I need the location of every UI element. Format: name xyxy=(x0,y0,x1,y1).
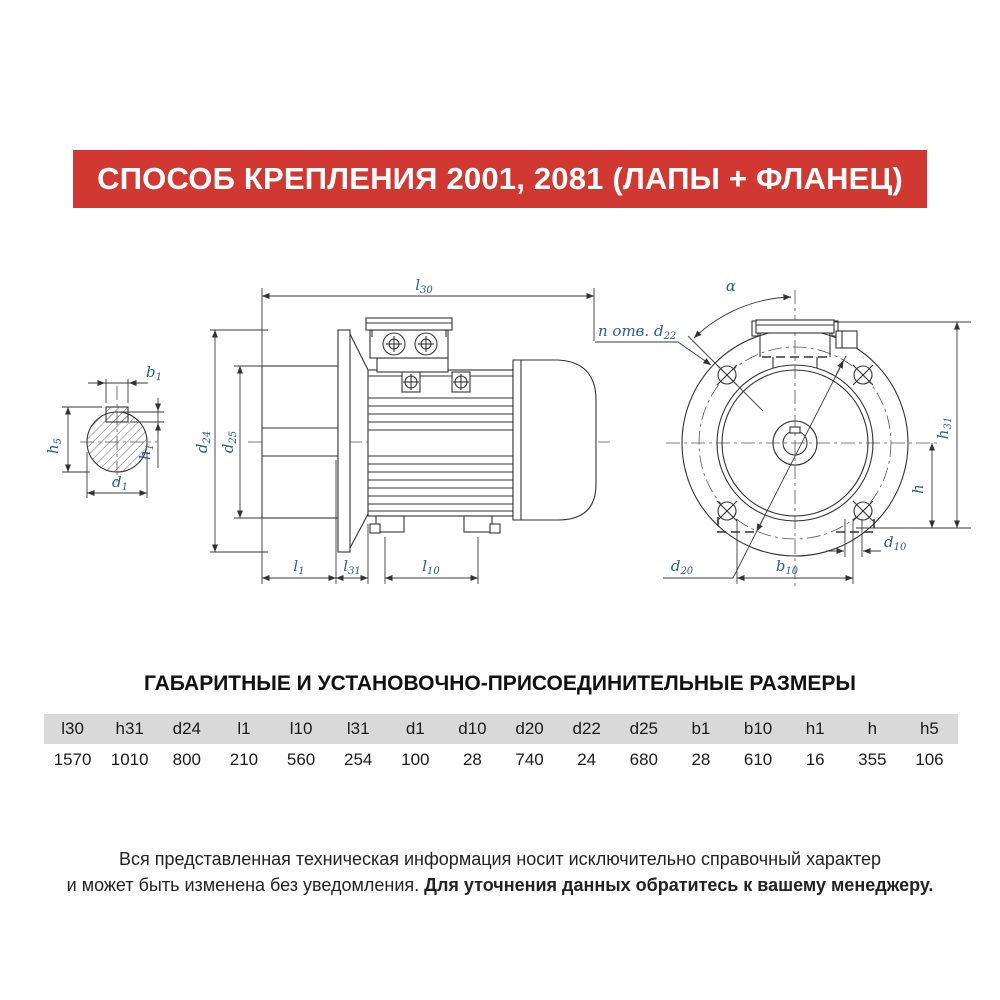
dim-label-d20: $d_{20}$ xyxy=(670,557,694,577)
dim-label-l1: $l_1$ xyxy=(293,557,305,577)
col-header: h31 xyxy=(115,719,144,738)
disclaimer-line2: и может быть изменена без уведомления. xyxy=(66,875,425,895)
dim-value: 210 xyxy=(229,749,259,769)
dim-label-h: h xyxy=(909,484,927,494)
col-header: b10 xyxy=(743,719,773,738)
dim-label-b10: $b_{10}$ xyxy=(775,557,799,577)
terminal-box-lid xyxy=(366,318,452,330)
dim-value: 740 xyxy=(515,749,544,769)
terminal-box-base xyxy=(377,358,448,372)
flange-front-view xyxy=(595,277,971,586)
col-header: d20 xyxy=(515,719,544,738)
table-header-row xyxy=(44,714,958,744)
disclaimer-line1: Вся представленная техническая информация носит исключительно справочный характер xyxy=(118,849,882,869)
col-header: l30 xyxy=(61,719,84,738)
dim-label-h5: $h_5$ xyxy=(44,437,64,455)
motor-foot xyxy=(464,516,492,532)
dim-label-d10: $d_{10}$ xyxy=(884,533,907,553)
fan-cover xyxy=(513,360,596,520)
col-header: h5 xyxy=(919,719,939,738)
dim-label-h31: $h_{31}$ xyxy=(934,416,954,440)
dim-label-l30: $l_{30}$ xyxy=(415,276,433,296)
dim-value: 680 xyxy=(629,749,658,769)
shaft-section-view xyxy=(44,363,164,498)
col-header: d1 xyxy=(405,719,425,738)
dim-value: 560 xyxy=(286,749,316,769)
page-title: СПОСОБ КРЕПЛЕНИЯ 2001, 2081 (ЛАПЫ + ФЛАНЕЦ) xyxy=(97,161,903,196)
technical-drawing xyxy=(0,240,1000,640)
col-header: l10 xyxy=(289,719,313,738)
dim-label-h1: $h_1$ xyxy=(136,443,156,461)
col-header: d24 xyxy=(172,719,201,738)
dim-label-l10: $l_{10}$ xyxy=(422,557,440,577)
table-title: ГАБАРИТНЫЕ И УСТАНОВОЧНО-ПРИСОЕДИНИТЕЛЬНЫЕ РАЗМЕРЫ xyxy=(143,672,856,695)
dim-value: 254 xyxy=(344,749,373,769)
col-header: l31 xyxy=(346,719,370,738)
dim-label-alpha: α xyxy=(725,277,737,295)
table-values-row xyxy=(44,744,958,775)
col-header: l1 xyxy=(237,719,251,738)
col-header: b1 xyxy=(691,719,711,738)
dim-value: 1570 xyxy=(53,749,92,769)
col-header: d10 xyxy=(458,719,487,738)
dim-label-b1: $b_1$ xyxy=(146,363,162,383)
title-banner xyxy=(73,150,927,208)
dim-value: 28 xyxy=(691,749,711,769)
dim-value: 16 xyxy=(805,749,825,769)
dim-label-d24: $d_{24}$ xyxy=(193,430,213,454)
dimensions-table xyxy=(44,714,958,775)
disclaimer xyxy=(0,846,1000,898)
dim-label-n-holes-d22: n отв. $d_{22}$ xyxy=(598,322,677,342)
dim-value: 100 xyxy=(401,749,430,769)
dim-value: 610 xyxy=(743,749,773,769)
dim-value: 28 xyxy=(462,749,482,769)
terminal-box-front xyxy=(752,320,857,368)
cable-gland-front xyxy=(836,331,857,348)
dim-value: 106 xyxy=(915,749,944,769)
disclaimer-bold: Для уточнения данных обратитесь к вашему менеджеру. xyxy=(424,875,934,895)
dim-label-l31: $l_{31}$ xyxy=(343,557,361,577)
dim-label-d25: $d_{25}$ xyxy=(219,430,239,454)
dim-value: 355 xyxy=(858,749,887,769)
dim-value: 800 xyxy=(172,749,201,769)
col-header: h xyxy=(867,719,878,738)
col-header: d22 xyxy=(572,719,601,738)
col-header: d25 xyxy=(629,719,658,738)
motor-side-view xyxy=(193,276,610,584)
dim-label-d1: $d_1$ xyxy=(112,473,128,493)
col-header: h1 xyxy=(805,719,825,738)
dim-value: 24 xyxy=(577,749,597,769)
dim-value: 1010 xyxy=(110,749,149,769)
